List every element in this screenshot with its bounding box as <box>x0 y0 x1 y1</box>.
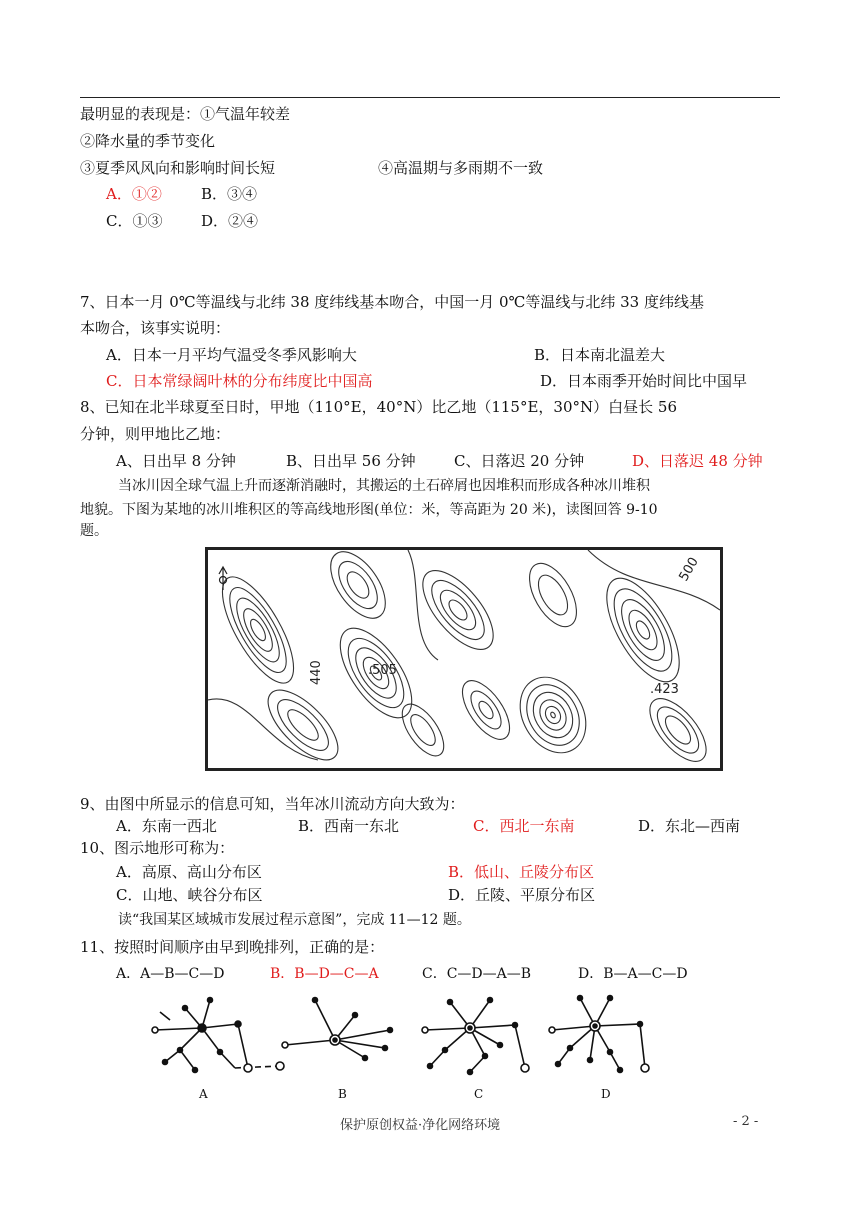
q8-option-a: A、日出早 8 分钟 <box>116 452 236 470</box>
contour-map-svg <box>208 550 720 768</box>
q10-option-c: C．山地、峡谷分布区 <box>116 886 263 904</box>
q8-option-c: C、日落迟 20 分钟 <box>454 452 585 470</box>
q9-option-b: B．西南一东北 <box>298 817 400 835</box>
network-label-a: A <box>199 1087 208 1101</box>
q10-stem: 10、图示地形可称为： <box>80 839 235 857</box>
network-d <box>549 996 649 1073</box>
q10-option-d: D．丘陵、平原分布区 <box>448 886 596 904</box>
contour-map <box>205 547 723 771</box>
map-label-505: .505 <box>368 663 397 678</box>
intro-9-10-line2: 地貌。下图为某地的冰川堆积区的等高线地形图(单位：米，等高距为 20 米)，读图回答 9-10 <box>80 502 658 518</box>
q6-option-d: D．②④ <box>201 212 259 230</box>
north-arrow-icon <box>219 567 227 590</box>
map-label-423: .423 <box>650 682 679 697</box>
q7-stem-line2: 本吻合，该事实说明： <box>80 319 231 337</box>
q11-stem: 11、按照时间顺序由早到晚排列，正确的是： <box>80 938 385 956</box>
network-label-d: D <box>601 1087 611 1101</box>
q6-option-a: A．①② <box>106 185 162 203</box>
q9-option-c: C．西北一东南 <box>473 817 575 835</box>
q11-option-b: B．B—D—C—A <box>270 966 379 982</box>
q7-option-d: D．日本雨季开始时间比中国早 <box>540 372 748 390</box>
q8-option-b: B、日出早 56 分钟 <box>286 452 416 470</box>
q9-stem: 9、由图中所显示的信息可知，当年冰川流动方向大致为： <box>80 795 465 813</box>
q7-option-a: A．日本一月平均气温受冬季风影响大 <box>106 346 357 364</box>
map-label-440: 440 <box>309 660 324 685</box>
q6-item-2: ②降水量的季节变化 <box>80 132 216 150</box>
network-c <box>422 998 529 1075</box>
page-number: - 2 - <box>733 1114 759 1129</box>
network-a <box>152 998 284 1073</box>
intro-11-12: 读“我国某区域城市发展过程示意图”，完成 11—12 题。 <box>118 912 471 928</box>
q8-stem-line2: 分钟，则甲地比乙地： <box>80 425 231 443</box>
q11-option-c: C．C—D—A—B <box>422 966 532 982</box>
q8-option-d: D、日落迟 48 分钟 <box>632 452 763 470</box>
q7-option-b: B．日本南北温差大 <box>534 346 666 364</box>
q11-option-d: D．B—A—C—D <box>578 966 688 982</box>
q6-item-4: ④高温期与多雨期不一致 <box>378 159 544 177</box>
q11-option-a: A．A—B—C—D <box>116 966 225 982</box>
network-label-c: C <box>474 1087 484 1101</box>
network-label-b: B <box>338 1087 347 1101</box>
q10-option-b: B．低山、丘陵分布区 <box>448 863 595 881</box>
q6-stem-end: 最明显的表现是：①气温年较差 <box>80 105 291 123</box>
network-b <box>282 998 393 1061</box>
intro-9-10-line3: 题。 <box>80 523 108 539</box>
q7-option-c: C．日本常绿阔叶林的分布纬度比中国高 <box>106 372 373 390</box>
q6-item-3: ③夏季风风向和影响时间长短 <box>80 159 276 177</box>
footer-slogan: 保护原创权益·净化网络环境 <box>340 1118 501 1133</box>
intro-9-10-line1: 当冰川因全球气温上升而逐渐消融时，其搬运的土石碎屑也因堆积而形成各种冰川堆积 <box>118 478 650 494</box>
city-network-diagrams <box>140 990 660 1086</box>
q6-option-b: B．③④ <box>201 185 258 203</box>
header-rule <box>80 97 780 98</box>
q9-option-d: D．东北—西南 <box>638 817 741 835</box>
q9-option-a: A．东南一西北 <box>116 817 217 835</box>
q10-option-a: A．高原、高山分布区 <box>116 863 262 881</box>
map-label-500: 500 <box>676 554 702 584</box>
q8-stem-line1: 8、已知在北半球夏至日时，甲地（110°E，40°N）比乙地（115°E，30°N）白昼长 56 <box>80 398 677 416</box>
q6-option-c: C．①③ <box>106 212 163 230</box>
q7-stem-line1: 7、日本一月 0℃等温线与北纬 38 度纬线基本吻合，中国一月 0℃等温线与北纬 33 度纬线基 <box>80 293 704 311</box>
